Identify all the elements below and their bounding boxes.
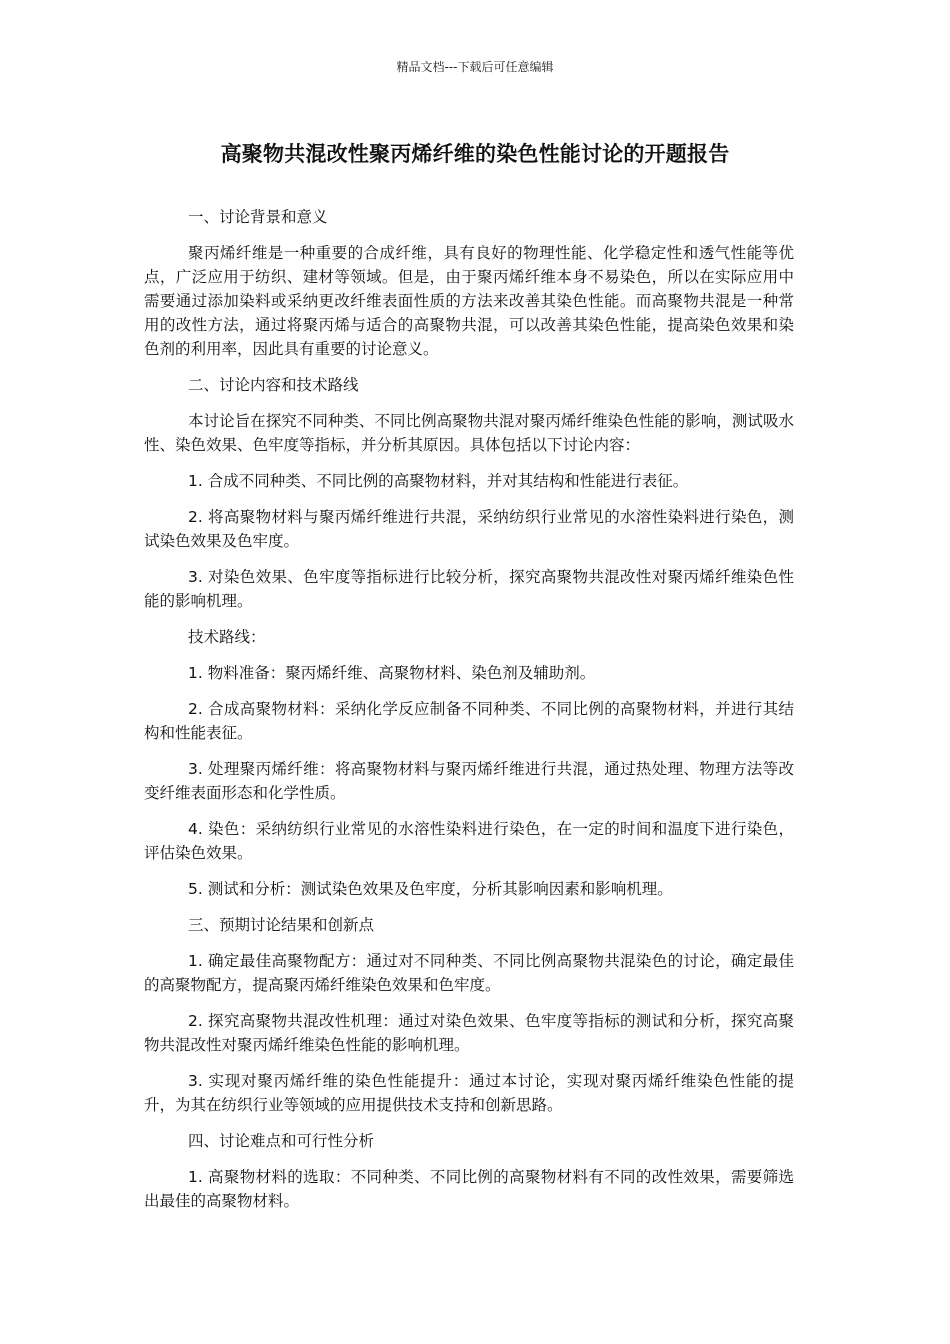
tech-route-item-3: 3. 处理聚丙烯纤维：将高聚物材料与聚丙烯纤维进行共混，通过热处理、物理方法等改变纤维表面形态和化学性质。	[144, 760, 794, 802]
tech-route-item-4: 4. 染色：采纳纺织行业常见的水溶性染料进行染色，在一定的时间和温度下进行染色，评估染色效果。	[144, 820, 794, 862]
result-item-1: 1. 确定最佳高聚物配方：通过对不同种类、不同比例高聚物共混染色的讨论，确定最佳的高聚物配方，提高聚丙烯纤维染色效果和色牢度。	[144, 952, 794, 994]
section-heading-difficulties: 四、讨论难点和可行性分析	[188, 1132, 375, 1150]
section-heading-background: 一、讨论背景和意义	[188, 208, 328, 226]
section-heading-content: 二、讨论内容和技术路线	[188, 376, 359, 394]
result-item-2: 2. 探究高聚物共混改性机理：通过对染色效果、色牢度等指标的测试和分析，探究高聚物共混改性对聚丙烯纤维染色性能的影响机理。	[144, 1012, 794, 1054]
paragraph-content-intro: 本讨论旨在探究不同种类、不同比例高聚物共混对聚丙烯纤维染色性能的影响，测试吸水性、染色效果、色牢度等指标，并分析其原因。具体包括以下讨论内容：	[144, 412, 794, 454]
document-title: 高聚物共混改性聚丙烯纤维的染色性能讨论的开题报告	[220, 142, 730, 166]
document-body	[144, 205, 794, 1225]
content-item-1: 1. 合成不同种类、不同比例的高聚物材料，并对其结构和性能进行表征。	[188, 472, 689, 490]
tech-route-item-2: 2. 合成高聚物材料：采纳化学反应制备不同种类、不同比例的高聚物材料，并进行其结构和性能表征。	[144, 700, 794, 742]
paragraph-background: 聚丙烯纤维是一种重要的合成纤维，具有良好的物理性能、化学稳定性和透气性能等优点，广泛应用于纺织、建材等领域。但是，由于聚丙烯纤维本身不易染色，所以在实际应用中需要通过添加染料或采纳更改纤维表面性质的方法来改善其染色性能。而高聚物共混是一种常用的改性方法，通过将聚丙烯与适合的高聚物共混，可以改善其染色性能，提高染色效果和染色剂的利用率，因此具有重要的讨论意义。	[144, 244, 794, 358]
content-item-2: 2. 将高聚物材料与聚丙烯纤维进行共混，采纳纺织行业常见的水溶性染料进行染色，测试染色效果及色牢度。	[144, 508, 794, 550]
result-item-3: 3. 实现对聚丙烯纤维的染色性能提升：通过本讨论，实现对聚丙烯纤维染色性能的提升，为其在纺织行业等领域的应用提供技术支持和创新思路。	[144, 1072, 794, 1114]
tech-route-item-5: 5. 测试和分析：测试染色效果及色牢度，分析其影响因素和影响机理。	[188, 880, 673, 898]
content-item-3: 3. 对染色效果、色牢度等指标进行比较分析，探究高聚物共混改性对聚丙烯纤维染色性能的影响机理。	[144, 568, 794, 610]
tech-route-item-1: 1. 物料准备：聚丙烯纤维、高聚物材料、染色剂及辅助剂。	[188, 664, 596, 682]
difficulty-item-1: 1. 高聚物材料的选取：不同种类、不同比例的高聚物材料有不同的改性效果，需要筛选出最佳的高聚物材料。	[144, 1168, 794, 1210]
tech-route-label: 技术路线：	[188, 628, 266, 646]
section-heading-results: 三、预期讨论结果和创新点	[188, 916, 375, 934]
header-note: 精品文档---下载后可任意编辑	[396, 60, 554, 74]
